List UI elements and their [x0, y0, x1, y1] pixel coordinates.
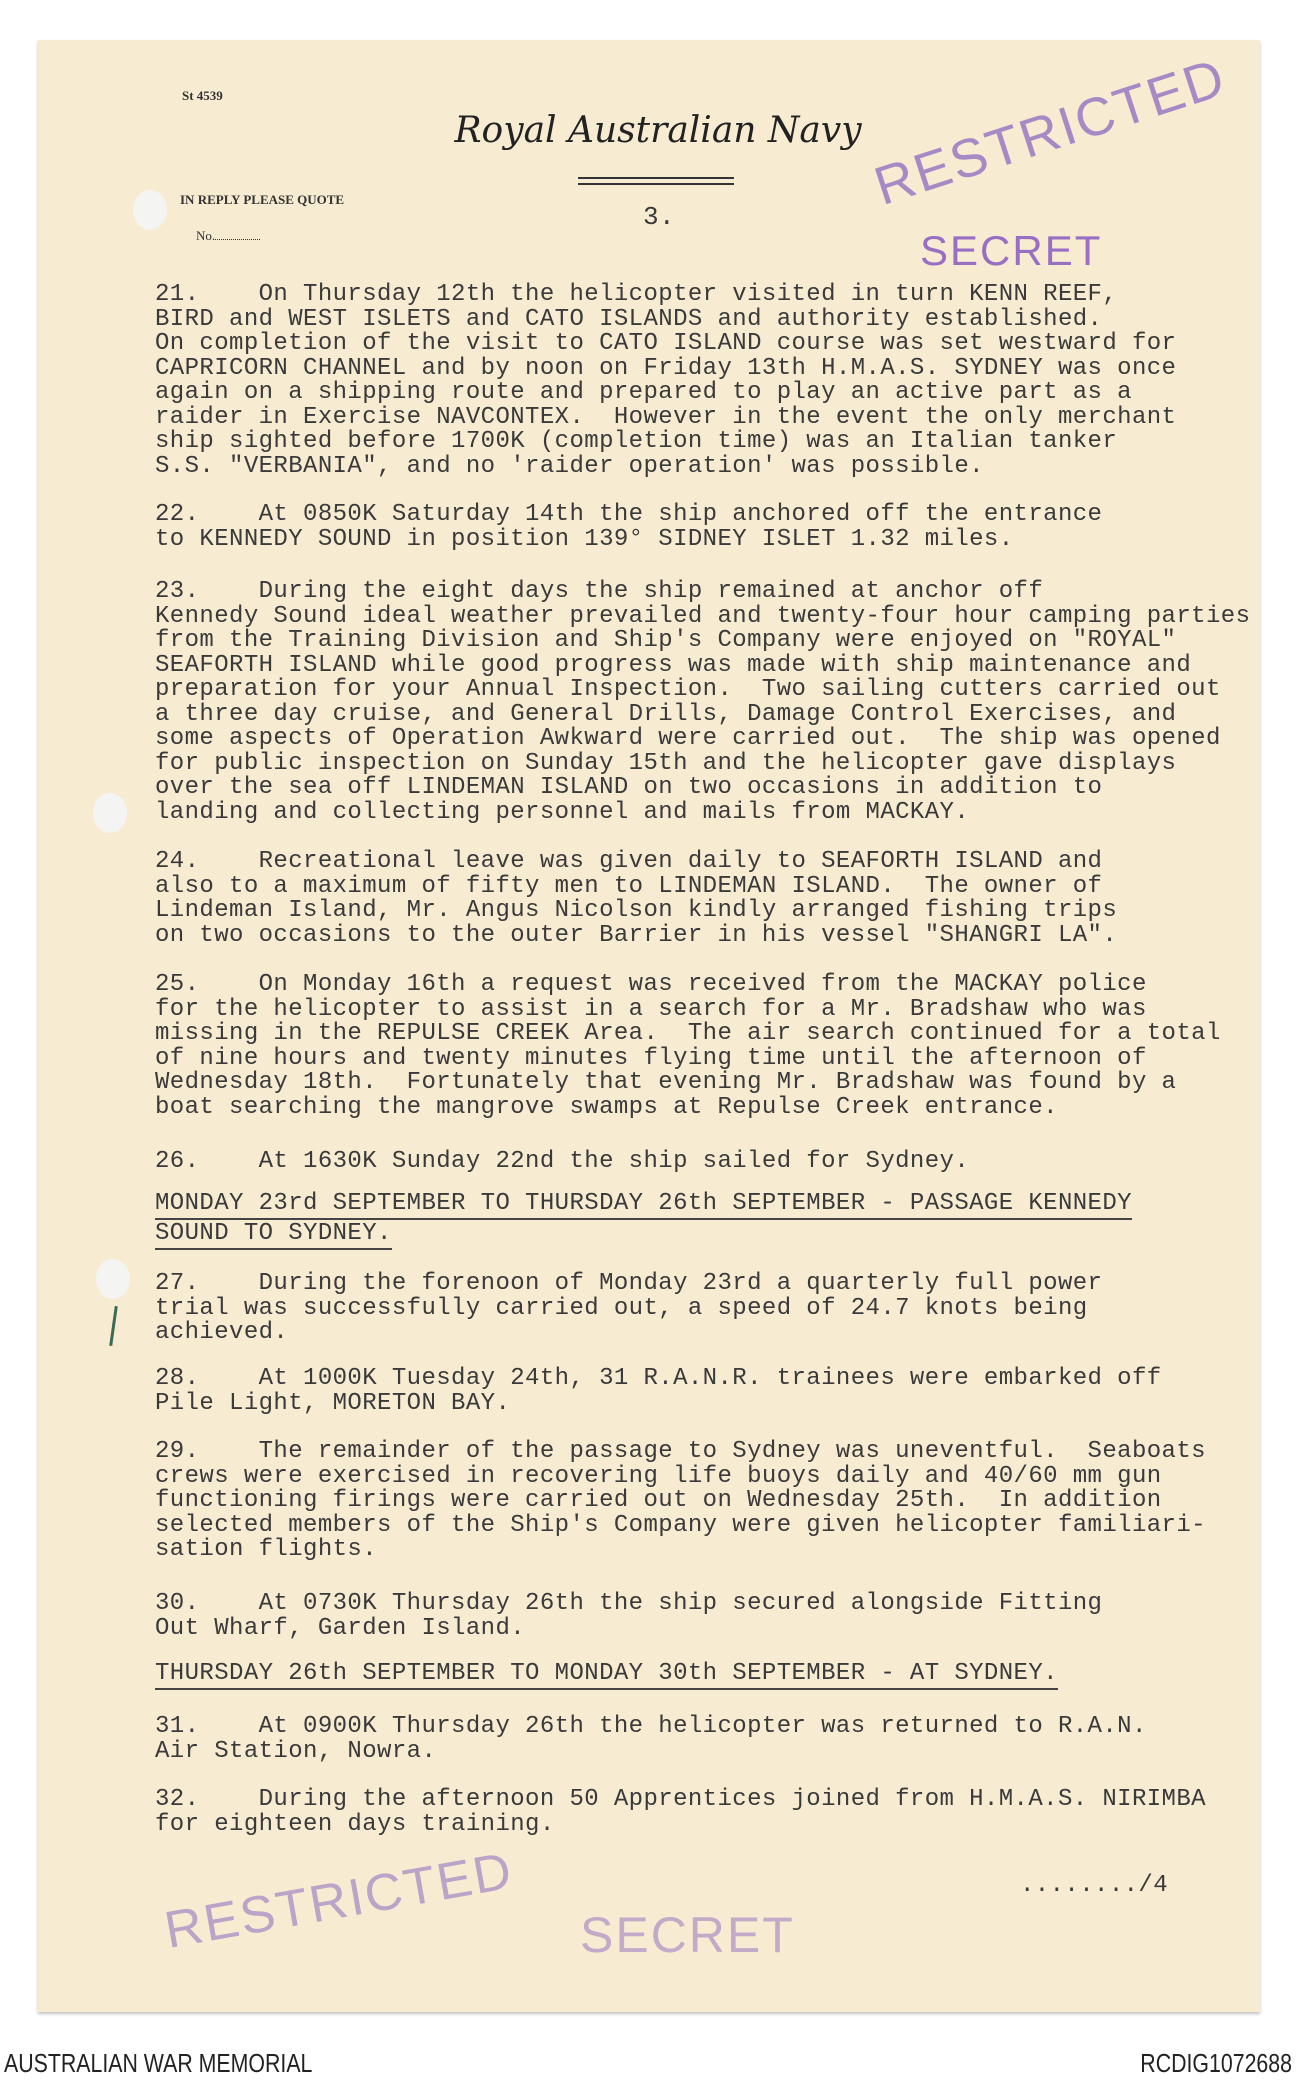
text-line: on two occasions to the outer Barrier in his vessel "SHANGRI LA". [155, 921, 1118, 949]
text-line: On completion of the visit to CATO ISLAND course was set westward for [155, 330, 1177, 357]
text-line: 27. During the forenoon of Monday 23rd a quarterly full power [155, 1270, 1103, 1297]
text-line: a three day cruise, and General Drills, Damage Control Exercises, and [155, 700, 1177, 728]
paragraph [155, 1150, 969, 1175]
text-line: 28. At 1000K Tuesday 24th, 31 R.A.N.R. trainees were embarked off [155, 1365, 1162, 1392]
text-line: functioning firings were carried out on Wednesday 25th. In addition [155, 1487, 1162, 1514]
letterhead-title: Royal Australian Navy [454, 110, 862, 151]
text-line: again on a shipping route and prepared to play an active part as a [155, 379, 1132, 406]
paragraph [155, 1715, 1147, 1764]
paragraph [155, 283, 1176, 479]
text-line: trial was successfully carried out, a speed of 24.7 knots being [155, 1294, 1088, 1322]
page-number: 3. [643, 202, 676, 232]
text-line: some aspects of Operation Awkward were carried out. The ship was opened [155, 725, 1221, 752]
paragraph [155, 1440, 1206, 1563]
reply-label: IN REPLY PLEASE QUOTE [180, 192, 345, 207]
punch-hole [133, 190, 167, 230]
section-heading [155, 1190, 1132, 1250]
section-heading [155, 1660, 1058, 1690]
text-line: 24. Recreational leave was given daily to SEAFORTH ISLAND and [155, 848, 1103, 875]
text-line: 23. During the eight days the ship remained at anchor off [155, 578, 1044, 605]
text-line: missing in the REPULSE CREEK Area. The air search continued for a total [155, 1020, 1221, 1047]
reference-number-label: No. [196, 228, 260, 244]
text-line: for the helicopter to assist in a search for a Mr. Bradshaw who was [155, 995, 1147, 1023]
text-line: achieved. [155, 1319, 289, 1346]
text-line: raider in Exercise NAVCONTEX. However in the event the only merchant [155, 403, 1177, 431]
text-line: S.S. "VERBANIA", and no 'raider operation' was possible. [155, 452, 984, 480]
paragraph [155, 850, 1117, 948]
paragraph [155, 580, 1250, 825]
text-line: to KENNEDY SOUND in position 139° SIDNEY ISLET 1.32 miles. [155, 525, 1014, 553]
text-line: landing and collecting personnel and mails from MACKAY. [155, 798, 970, 826]
text-line: 29. The remainder of the passage to Sydney was uneventful. Seaboats [155, 1438, 1206, 1465]
text-line: of nine hours and twenty minutes flying time until the afternoon of [155, 1044, 1147, 1072]
text-line: boat searching the mangrove swamps at Repulse Creek entrance. [155, 1093, 1058, 1121]
text-line: 21. On Thursday 12th the helicopter visited in turn KENN REEF, [155, 281, 1118, 308]
secret-stamp: SECRET [920, 227, 1103, 274]
footer-reference: RCDIG1072688 [1140, 2048, 1292, 2078]
text-line: Air Station, Nowra. [155, 1737, 437, 1765]
text-line: also to a maximum of fifty men to LINDEMAN ISLAND. The owner of [155, 872, 1103, 900]
text-line: ship sighted before 1700K (completion time) was an Italian tanker [155, 428, 1118, 455]
paragraph [155, 1788, 1206, 1837]
heading-line: THURSDAY 26th SEPTEMBER TO MONDAY 30th SEPTEMBER - AT SYDNEY. [155, 1660, 1058, 1690]
text-line: preparation for your Annual Inspection. Two sailing cutters carried out [155, 676, 1221, 703]
form-number: St 4539 [182, 88, 223, 103]
margin-pen-mark [109, 1306, 118, 1346]
punch-hole [96, 1259, 130, 1299]
paragraph [155, 1367, 1162, 1416]
text-line: for public inspection on Sunday 15th and the helicopter gave displays [155, 749, 1177, 777]
text-line: 26. At 1630K Sunday 22nd the ship sailed for Sydney. [155, 1148, 970, 1175]
text-line: for eighteen days training. [155, 1810, 555, 1838]
title-rule [578, 177, 734, 179]
footer-source: AUSTRALIAN WAR MEMORIAL [4, 2048, 313, 2078]
text-line: over the sea off LINDEMAN ISLAND on two occasions in addition to [155, 774, 1103, 801]
paragraph [155, 1592, 1102, 1641]
restricted-stamp: RESTRICTED [160, 1841, 518, 1960]
punch-hole [93, 793, 127, 833]
text-line: SEAFORTH ISLAND while good progress was made with ship maintenance and [155, 651, 1192, 679]
text-line: CAPRICORN CHANNEL and by noon on Friday 13th H.M.A.S. SYDNEY was once [155, 354, 1177, 382]
paragraph [155, 1272, 1102, 1346]
text-line: 30. At 0730K Thursday 26th the ship secured alongside Fitting [155, 1590, 1103, 1617]
text-line: 31. At 0900K Thursday 26th the helicopter was returned to R.A.N. [155, 1713, 1147, 1740]
paragraph [155, 503, 1102, 552]
text-line: Wednesday 18th. Fortunately that evening Mr. Bradshaw was found by a [155, 1069, 1177, 1096]
text-line: from the Training Division and Ship's Company were enjoyed on "ROYAL" [155, 627, 1177, 654]
secret-stamp: SECRET [580, 1907, 795, 1963]
continuation-marker: ......../4 [1020, 1872, 1169, 1899]
heading-line: SOUND TO SYDNEY. [155, 1220, 392, 1250]
text-line: 32. During the afternoon 50 Apprentices joined from H.M.A.S. NIRIMBA [155, 1786, 1206, 1813]
text-line: Lindeman Island, Mr. Angus Nicolson kindly arranged fishing trips [155, 897, 1118, 924]
text-line: crews were exercised in recovering life buoys daily and 40/60 mm gun [155, 1462, 1162, 1490]
text-line: selected members of the Ship's Company were given helicopter familiari- [155, 1511, 1206, 1539]
text-line: Kennedy Sound ideal weather prevailed and twenty-four hour camping parties [155, 602, 1251, 630]
heading-line: MONDAY 23rd SEPTEMBER TO THURSDAY 26th SEPTEMBER - PASSAGE KENNEDY [155, 1190, 1132, 1220]
text-line: BIRD and WEST ISLETS and CATO ISLANDS and authority established. [155, 305, 1103, 333]
paragraph [155, 973, 1221, 1120]
text-line: Pile Light, MORETON BAY. [155, 1389, 511, 1417]
text-line: 22. At 0850K Saturday 14th the ship anchored off the entrance [155, 501, 1103, 528]
text-line: sation flights. [155, 1536, 378, 1563]
text-line: Out Wharf, Garden Island. [155, 1614, 526, 1642]
text-line: 25. On Monday 16th a request was received from the MACKAY police [155, 971, 1147, 998]
title-rule [578, 183, 734, 185]
restricted-stamp: RESTRICTED [867, 46, 1234, 217]
